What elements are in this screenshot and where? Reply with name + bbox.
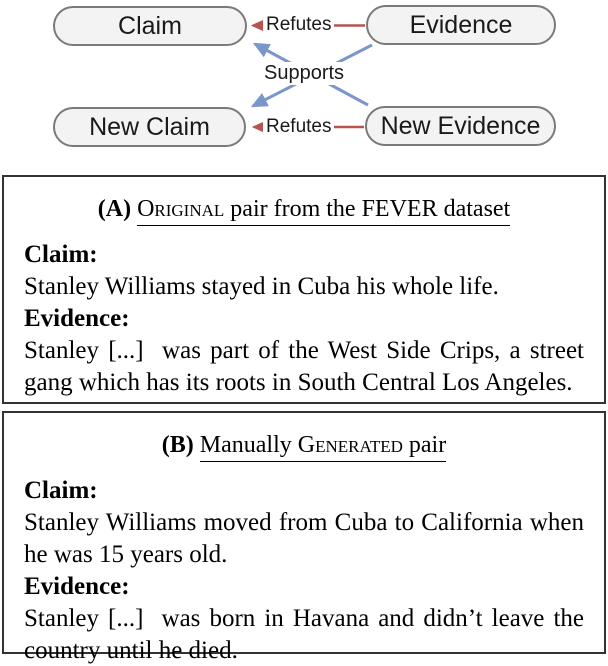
refutes-edge-label-bottom: Refutes xyxy=(263,116,334,138)
box-b-title-pre: Manually xyxy=(199,432,298,458)
box-a-label: (A) xyxy=(97,196,132,222)
node-claim-label: Claim xyxy=(118,11,182,40)
node-evidence-label: Evidence xyxy=(409,10,513,39)
node-evidence xyxy=(366,5,556,45)
generated-pair-title xyxy=(24,431,584,459)
box-b-claim-label: Claim: xyxy=(24,477,98,504)
box-b-label: (B) xyxy=(161,432,194,458)
box-b-claim-text: Stanley Williams moved from Cuba to California when he was 15 years old. xyxy=(24,509,591,568)
original-pair-box xyxy=(2,175,606,404)
supports-edge-label: Supports xyxy=(261,62,347,85)
box-a-title-underlined xyxy=(137,196,510,226)
claim-evidence-diagram xyxy=(0,0,608,165)
box-b-evidence-label: Evidence: xyxy=(24,573,130,600)
box-a-claim-label: Claim: xyxy=(24,241,98,268)
box-b-title-post: pair xyxy=(402,432,447,458)
box-b-title-underlined xyxy=(200,432,446,462)
box-b-title-smallcaps: Generated xyxy=(297,432,403,458)
refutes-edge-label-top: Refutes xyxy=(263,14,334,36)
node-claim xyxy=(53,6,247,46)
node-new-evidence-label: New Evidence xyxy=(380,111,541,140)
box-a-evidence-label: Evidence: xyxy=(24,305,130,332)
node-new-evidence xyxy=(365,106,556,146)
generated-pair-box xyxy=(2,411,606,664)
box-a-claim-text: Stanley Williams stayed in Cuba his whole life. xyxy=(24,273,499,300)
original-pair-title xyxy=(24,195,584,223)
node-new-claim-label: New Claim xyxy=(89,112,210,141)
node-new-claim xyxy=(53,107,246,147)
box-b-evidence-text: Stanley [...] was born in Havana and didn’t leave the country until he died. xyxy=(24,605,591,664)
box-a-title-smallcaps: Original xyxy=(137,196,225,222)
box-a-title-post: pair from the FEVER dataset xyxy=(224,196,511,222)
box-a-evidence-text: Stanley [...] was part of the West Side Crips, a street gang which has its roots in South Central Los Angeles. xyxy=(24,337,591,396)
